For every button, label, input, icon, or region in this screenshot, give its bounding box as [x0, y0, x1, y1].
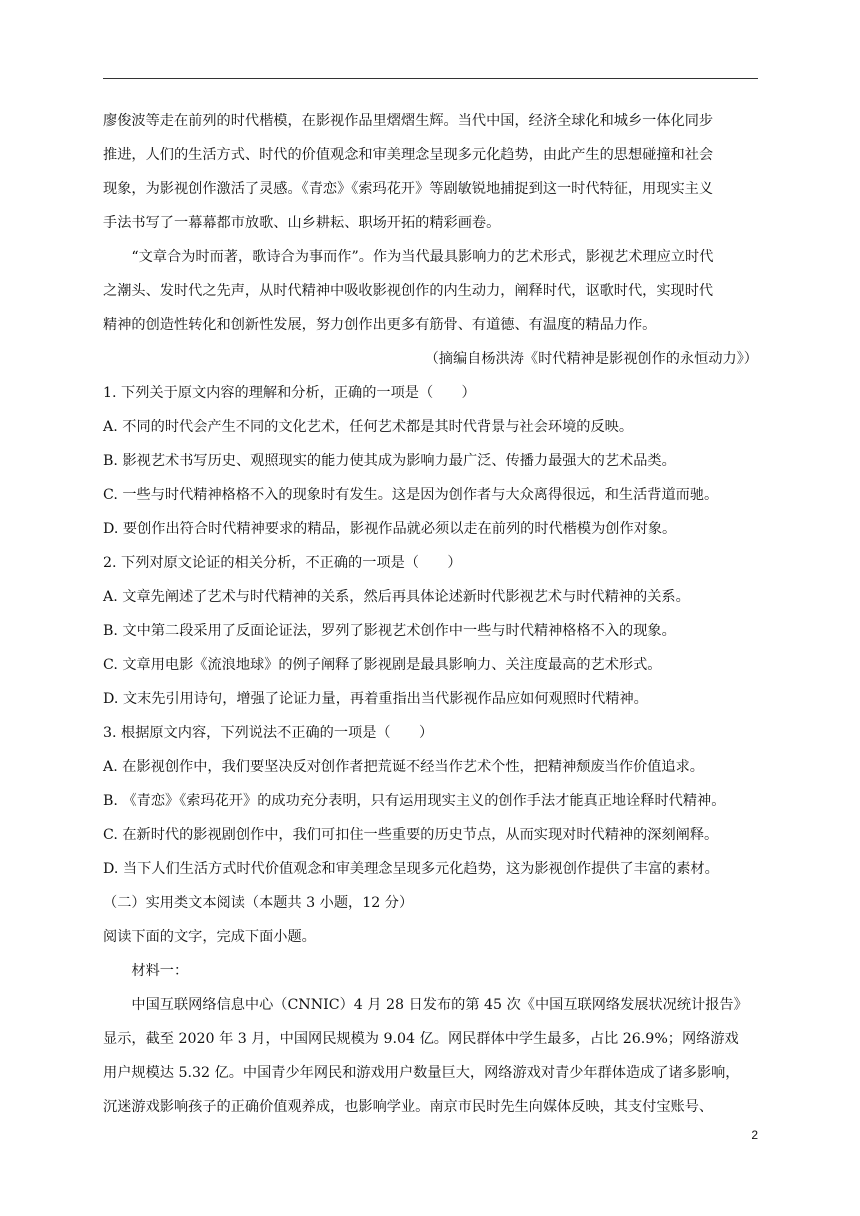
option-b: B. 影视艺术书写历史、观照现实的能力使其成为影响力最广泛、传播力最强大的艺术品类。 [103, 453, 676, 469]
option-c: C. 一些与时代精神格格不入的现象时有发生。这是因为创作者与大众离得很远，和生活背道而驰。 [103, 487, 719, 503]
section-two [103, 886, 758, 1124]
document-body [103, 104, 758, 1124]
option-b: B. 文中第二段采用了反面论证法，罗列了影视艺术创作中一些与时代精神格格不入的现象。 [103, 623, 676, 639]
material-label: 材料一： [131, 963, 189, 979]
option-d: D. 文末先引用诗句，增强了论证力量，再着重指出当代影视作品应如何观照时代精神。 [103, 691, 648, 707]
question-1 [103, 376, 758, 546]
option-a: A. 在影视创作中，我们要坚决反对创作者把荒诞不经当作艺术个性，把精神颓废当作价值追求。 [103, 759, 704, 775]
question-2 [103, 546, 758, 716]
passage-line: 手法书写了一幕幕都市放歌、山乡耕耘、职场开拓的精彩画卷。 [103, 215, 501, 231]
closing-line: 之潮头、发时代之先声，从时代精神中吸收影视创作的内生动力，阐释时代，讴歌时代，实现时代 [103, 283, 714, 299]
section-heading: （二）实用类文本阅读（本题共 3 小题，12 分） [103, 895, 414, 911]
question-stem: 1. 下列关于原文内容的理解和分析，正确的一项是（ ） [103, 385, 476, 401]
passage-line: 推进，人们的生活方式、时代的价值观念和审美理念呈现多元化趋势，由此产生的思想碰撞和社会 [103, 147, 714, 163]
closing-line: 精神的创造性转化和创新性发展，努力创作出更多有筋骨、有道德、有温度的精品力作。 [103, 317, 657, 333]
source-citation: （摘编自杨洪涛《时代精神是影视创作的永恒动力》） [424, 351, 758, 367]
closing-line: “文章合为时而著，歌诗合为事而作”。作为当代最具影响力的艺术形式，影视艺术理应立时代 [131, 249, 714, 265]
header-rule [103, 78, 758, 79]
page-number: 2 [751, 1128, 758, 1142]
option-d: D. 当下人们生活方式时代价值观念和审美理念呈现多元化趋势，这为影视创作提供了丰富的素材。 [103, 861, 719, 877]
question-3 [103, 716, 758, 886]
passage-tail [103, 104, 758, 240]
option-a: A. 文章先阐述了艺术与时代精神的关系，然后再具体论述新时代影视艺术与时代精神的关系。 [103, 589, 690, 605]
material-line: 沉迷游戏影响孩子的正确价值观养成，也影响学业。南京市民时先生向媒体反映，其支付宝账号、 [103, 1099, 714, 1115]
section-instruction: 阅读下面的文字，完成下面小题。 [103, 929, 316, 945]
closing-paragraph [103, 240, 758, 342]
option-b: B. 《青恋》《索玛花开》的成功充分表明，只有运用现实主义的创作手法才能真正地诠释时代精神。 [103, 793, 726, 809]
question-stem: 2. 下列对原文论证的相关分析，不正确的一项是（ ） [103, 555, 462, 571]
material-line: 用户规模达 5.32 亿。中国青少年网民和游戏用户数量巨大，网络游戏对青少年群体造成了诸多影响， [103, 1065, 740, 1081]
option-c: C. 文章用电影《流浪地球》的例子阐释了影视剧是最具影响力、关注度最高的艺术形式。 [103, 657, 662, 673]
option-c: C. 在新时代的影视剧创作中，我们可扣住一些重要的历史节点，从而实现对时代精神的深刻阐释。 [103, 827, 719, 843]
option-a: A. 不同的时代会产生不同的文化艺术，任何艺术都是其时代背景与社会环境的反映。 [103, 419, 634, 435]
material-line: 显示，截至 2020 年 3 月，中国网民规模为 9.04 亿。网民群体中学生最多，占比 26.9%；网络游戏 [103, 1031, 739, 1047]
question-stem: 3. 根据原文内容，下列说法不正确的一项是（ ） [103, 725, 434, 741]
option-d: D. 要创作出符合时代精神要求的精品，影视作品就必须以走在前列的时代楷模为创作对象。 [103, 521, 677, 537]
passage-line: 廖俊波等走在前列的时代楷模，在影视作品里熠熠生辉。当代中国，经济全球化和城乡一体化同步 [103, 113, 714, 129]
passage-line: 现象，为影视创作激活了灵感。《青恋》《索玛花开》等剧敏锐地捕捉到这一时代特征，用现实主义 [103, 181, 714, 197]
material-line: 中国互联网络信息中心（CNNIC）4 月 28 日发布的第 45 次《中国互联网络发展状况统计报告》 [131, 997, 748, 1013]
